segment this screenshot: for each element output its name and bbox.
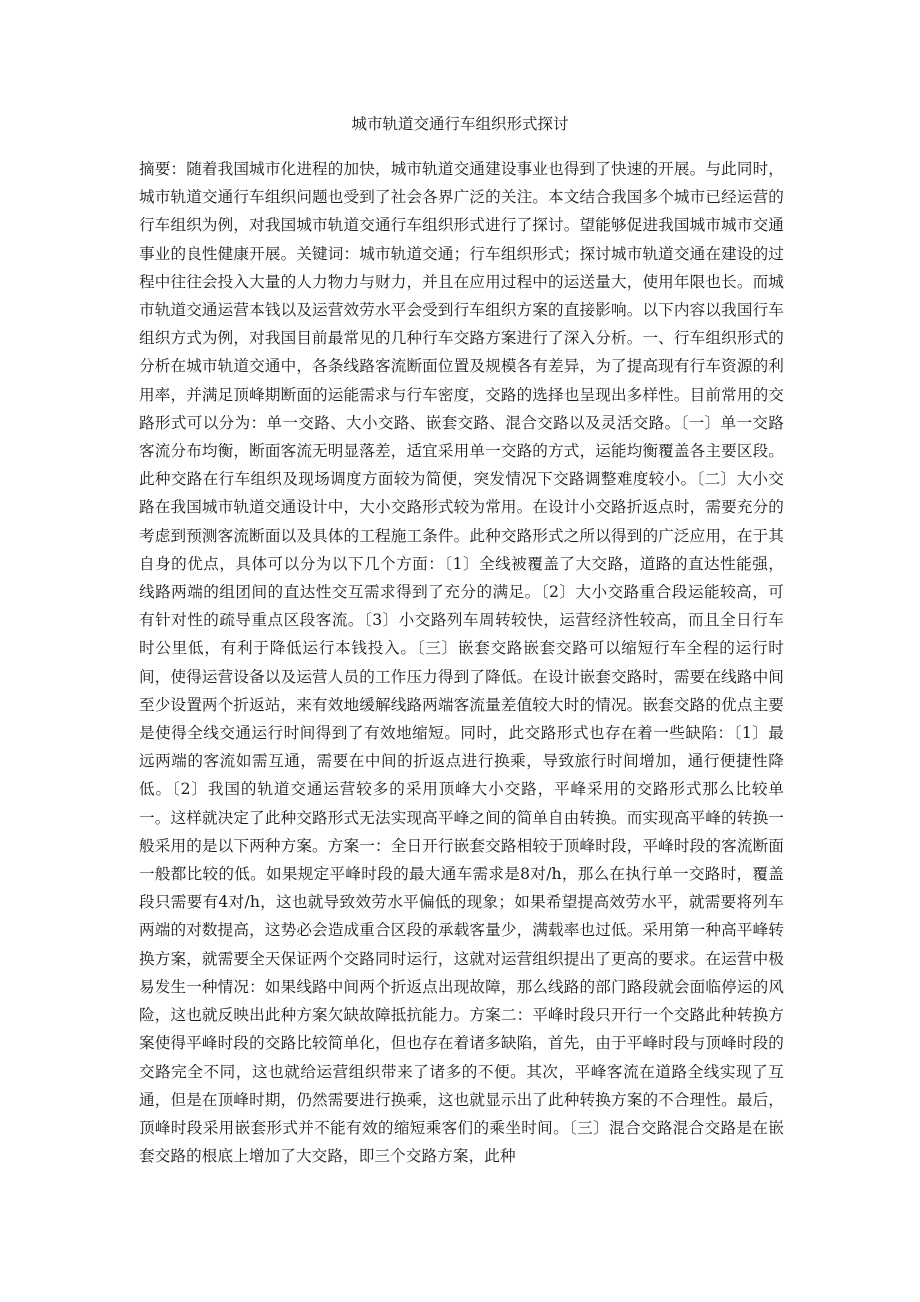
document-body-paragraph: 摘要：随着我国城市化进程的加快，城市轨道交通建设事业也得到了快速的开展。与此同时，城市轨道交通行车组织问题也受到了社会各界广泛的关注。本文结合我国多个城市已经运营的行车组织为例，对我国城市轨道交通行车组织形式进行了探讨。望能够促进我国城市城市交通事业的良性健康开展。关键词：城市轨道交通；行车组织形式；探讨城市轨道交通在建设的过程中往往会投入大量的人力物力与财力，并且在应用过程中的运送量大，使用年限也长。而城市轨道交通运营本钱以及运营效劳水平会受到行车组织方案的直接影响。以下内容以我国行车组织方式为例，对我国目前最常见的几种行车交路方案进行了深入分析。一、行车组织形式的分析在城市轨道交通中，各条线路客流断面位置及规模各有差异，为了提高现有行车资源的利用率，并满足顶峰期断面的运能需求与行车密度，交路的选择也呈现出多样性。目前常用的交路形式可以分为：单一交路、大小交路、嵌套交路、混合交路以及灵活交路。〔一〕单一交路客流分布均衡，断面客流无明显落差，适宜采用单一交路的方式，运能均衡覆盖各主要区段。此种交路在行车组织及现场调度方面较为简便，突发情况下交路调整难度较小。〔二〕大小交路在我国城市轨道交通设计中，大小交路形式较为常用。在设计小交路折返点时，需要充分的考虑到预测客流断面以及具体的工程施工条件。此种交路形式之所以得到的广泛应用，在于其自身的优点，具体可以分为以下几个方面：〔1〕全线被覆盖了大交路，道路的直达性能强，线路两端的组团间的直达性交互需求得到了充分的满足。〔2〕大小交路重合段运能较高，可有针对性的疏导重点区段客流。〔3〕小交路列车周转较快，运营经济性较高，而且全日行车时公里低，有利于降低运行本钱投入。〔三〕嵌套交路嵌套交路可以缩短行车全程的运行时间，使得运营设备以及运营人员的工作压力得到了降低。在设计嵌套交路时，需要在线路中间至少设置两个折返站，来有效地缓解线路两端客流量差值较大时的情况。嵌套交路的优点主要是使得全线交通运行时间得到了有效地缩短。同时，此交路形式也存在着一些缺陷：〔1〕最远两端的客流如需互通，需要在中间的折返点进行换乘，导致旅行时间增加，通行便捷性降低。〔2〕我国的轨道交通运营较多的采用顶峰大小交路，平峰采用的交路形式那么比较单一。这样就决定了此种交路形式无法实现高平峰之间的简单自由转换。而实现高平峰的转换一般采用的是以下两种方案。方案一：全日开行嵌套交路相较于顶峰时段，平峰时段的客流断面一般都比较的低。如果规定平峰时段的最大通车需求是8对/h，那么在执行单一交路时，覆盖段只需要有4对/h，这也就导致效劳水平偏低的现象；如果希望提高效劳水平，就需要将列车两端的对数提高，这势必会造成重合区段的承载客量少，满载率也过低。采用第一种高平峰转换方案，就需要全天保证两个交路同时运行，这就对运营组织提出了更高的要求。在运营中极易发生一种情况：如果线路中间两个折返点出现故障，那么线路的部门路段就会面临停运的风险，这也就反映出此种方案欠缺故障抵抗能力。方案二：平峰时段只开行一个交路此种转换方案使得平峰时段的交路比较简单化，但也存在着诸多缺陷，首先，由于平峰时段与顶峰时段的交路完全不同，这也就给运营组织带来了诸多的不便。其次，平峰客流在道路全线实现了互通，但是在顶峰时期，仍然需要进行换乘，这也就显示出了此种转换方案的不合理性。最后，顶峰时段采用嵌套形式并不能有效的缩短乘客们的乘坐时间。〔三〕混合交路混合交路是在嵌套交路的根底上增加了大交路，即三个交路方案，此种: [139, 160, 784, 1166]
document-title: 城市轨道交通行车组织形式探讨: [351, 115, 569, 133]
